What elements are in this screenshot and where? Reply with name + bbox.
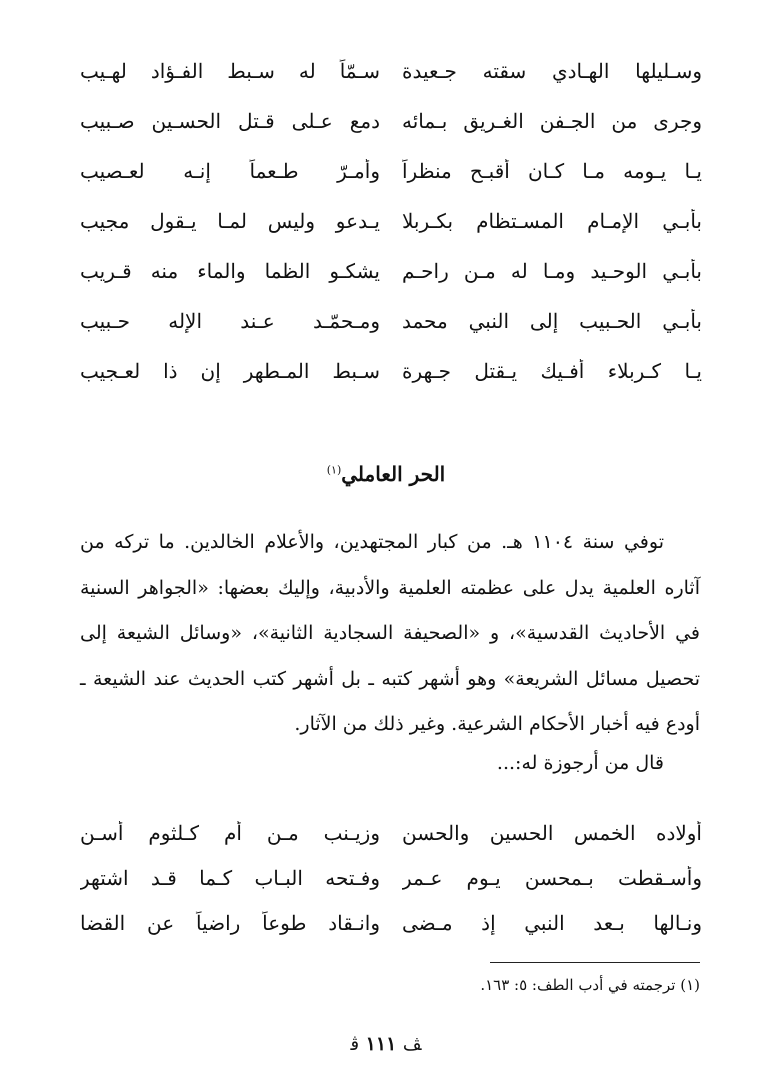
- page-number-ornament-left: ﭬ: [350, 1034, 360, 1055]
- verse-line: [80, 96, 702, 146]
- verse-first-hemistich: بأبـي الوحـيد ومـا له مـن راحـم: [402, 259, 702, 283]
- footnote-ref: (١): [326, 463, 342, 477]
- verse-second-hemistich: وأمـرّ طـعماً إنـه لعـصيب: [80, 159, 380, 183]
- verse-line: [80, 196, 702, 246]
- verse-line: [80, 246, 702, 296]
- verse-first-hemistich: وجرى من الجـفن الغـريق بـمائه: [402, 109, 702, 133]
- verse-line: [80, 855, 702, 900]
- verse-second-hemistich: وزيـنب مـن أم كـلثوم أسـن: [80, 820, 380, 845]
- biography-paragraph: توفي سنة ١١٠٤ هـ. من كبار المجتهدين، والأعلام الخالدين. ما تركه من آثاره العلمية يدل على عظمته العلمية والأدبية، وإليك بعضها: «الجواهر السنية في الأحاديث القدسية»، و «الصحيفة السجادية الثانية»، «وسائل الشيعة إلى تحصيل مسائل الشريعة» وهو أشهر كتبه ـ بل أشهر كتب الحديث عند الشيعة ـ أودع فيه أخبار الأحكام الشرعية. وغير ذلك من الآثار.: [80, 531, 700, 735]
- verse-line: [80, 46, 702, 96]
- verse-first-hemistich: وسـليلها الهـادي سقته جـعيدة: [402, 59, 702, 83]
- verse-first-hemistich: يـا يـومه مـا كـان أقبـح منظراً: [402, 159, 702, 183]
- biography-text: [80, 520, 700, 748]
- verse-second-hemistich: سـمّاً له سـبط الفـؤاد لهـيب: [80, 59, 380, 83]
- verse-line: [80, 900, 702, 945]
- verse-second-hemistich: يشكـو الظما والماء منه قـريب: [80, 259, 380, 283]
- section-title: [0, 462, 772, 486]
- poem-bottom: [80, 810, 702, 945]
- verse-first-hemistich: ونـالها بـعد النبي إذ مـضى: [402, 910, 702, 935]
- verse-second-hemistich: ومـحمّـد عـند الإله حـبيب: [80, 309, 380, 333]
- verse-second-hemistich: دمع عـلى قـتل الحسـين صـبيب: [80, 109, 380, 133]
- poem-intro: قال من أرجوزة له:...: [496, 752, 664, 774]
- verse-first-hemistich: بأبـي الحـبيب إلى النبي محمد: [402, 309, 702, 333]
- footnote: (١) ترجمته في أدب الطف: ٥: ١٦٣.: [480, 976, 700, 994]
- verse-second-hemistich: يـدعو وليس لمـا يـقول مجيب: [80, 209, 380, 233]
- verse-first-hemistich: وأسـقطت بـمحسن يـوم عـمر: [402, 865, 702, 890]
- section-title-text: الحر العاملي: [341, 462, 446, 486]
- page-number: [0, 1033, 772, 1055]
- verse-second-hemistich: وانـقاد طوعاً راضياً عن القضا: [80, 910, 380, 935]
- verse-first-hemistich: بأبـي الإمـام المسـتظام بكـربلا: [402, 209, 702, 233]
- verse-second-hemistich: وفـتحه البـاب كـما قـد اشتهر: [80, 865, 380, 890]
- footnote-divider: [490, 962, 700, 963]
- page-number-ornament-right: ﭫ: [402, 1034, 422, 1055]
- verse-first-hemistich: يـا كـربلاء أفـيك يـقتل جـهرة: [402, 359, 702, 383]
- verse-line: [80, 296, 702, 346]
- verse-line: [80, 810, 702, 855]
- verse-second-hemistich: سـبط المـطهر إن ذا لعـجيب: [80, 359, 380, 383]
- page-number-value: ١١١: [365, 1033, 397, 1055]
- poem-top: [80, 46, 702, 396]
- verse-first-hemistich: أولاده الخمس الحسين والحسن: [402, 820, 702, 845]
- verse-line: [80, 146, 702, 196]
- verse-line: [80, 346, 702, 396]
